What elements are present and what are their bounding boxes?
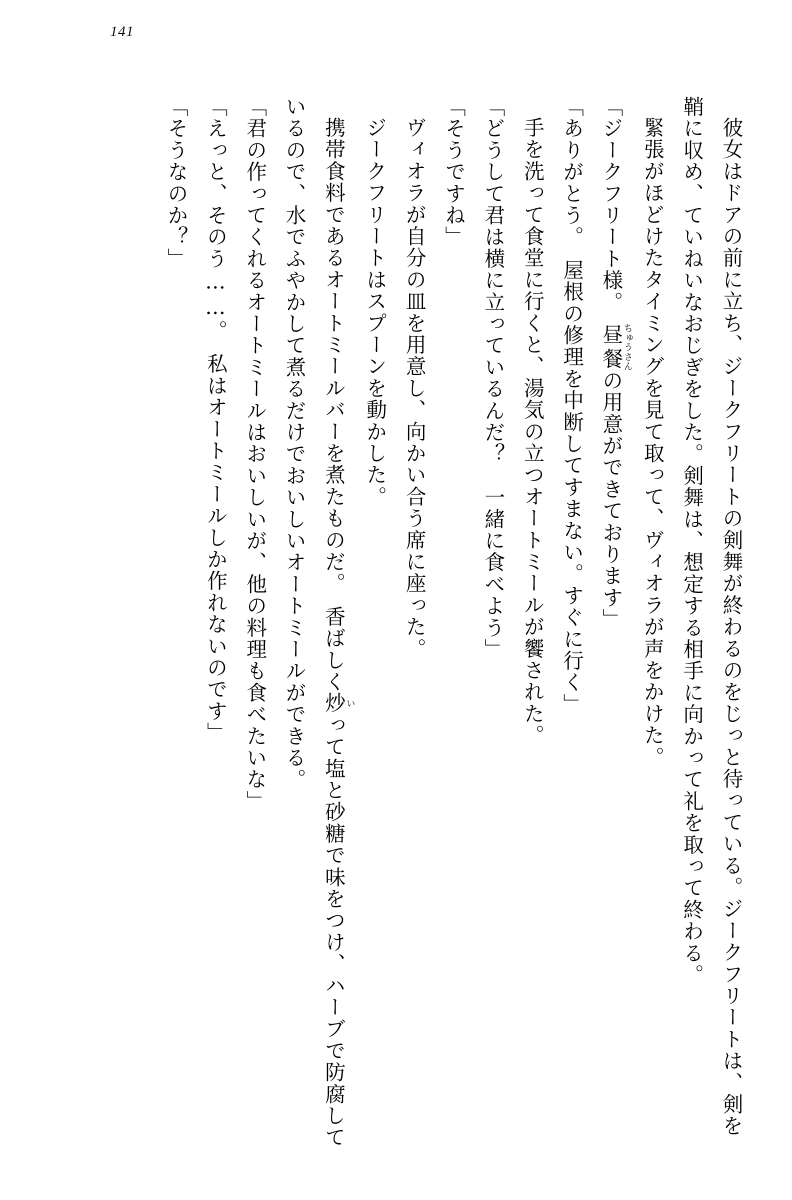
paragraph-1: 彼女はドアの前に立ち、ジークフリートの剣舞が終わるのをじっと待っている。ジークフリートは、剣を鞘に収め、ていねいなおじぎをした。剣舞は、想定する相手に向かって礼を取って終わる。	[679, 96, 743, 1137]
ruby-reading: ちゅうさん	[621, 323, 632, 371]
ruby-炒: 炒 い	[321, 692, 355, 714]
vertical-text-body	[60, 96, 750, 1156]
paragraph-12-dialogue: 「えっと、そのう……。 私はオートミールしか作れないのです」	[203, 96, 228, 744]
paragraph-7-dialogue: 「そうですね」	[441, 96, 466, 248]
page-number: 141	[110, 24, 134, 40]
paragraph-13-dialogue: 「そうなのか？」	[163, 96, 188, 270]
paragraph-11-dialogue: 「君の作ってくれるオートミールはおいしいが、他の料理も食べたいな」	[242, 96, 267, 813]
paragraph-9: ジークフリートはスプーンを動かした。	[362, 116, 387, 508]
paragraph-2: 緊張がほどけたタイミングを見て取って、ヴィオラが声をかけた。	[640, 116, 665, 768]
paragraph-4-dialogue: 「ありがとう。 屋根の修理を中断してすまない。すぐに行く」	[559, 96, 584, 716]
paragraph-10: 携帯食料であるオートミールバーを煮たものだ。 香ばしく炒 いって塩と砂糖で味をつけ、ハーブで防腐しているので、水でふやかして煮るだけでおいしいオートミールができる。	[282, 96, 355, 1148]
ruby-昼餐: 昼餐 ちゅうさん	[598, 323, 632, 371]
paragraph-6-dialogue: 「どうして君は横に立っているんだ？ 一緒に食べよう」	[480, 96, 505, 661]
ruby-reading: い	[344, 692, 355, 714]
paragraph-8: ヴィオラが自分の皿を用意し、向かい合う席に座った。	[402, 116, 427, 659]
paragraph-5: 手を洗って食堂に行くと、湯気の立つオートミールが饗された。	[520, 116, 545, 746]
paragraph-3-dialogue: 「ジークフリート様。 昼餐 ちゅうさんの用意ができております」	[598, 96, 632, 631]
